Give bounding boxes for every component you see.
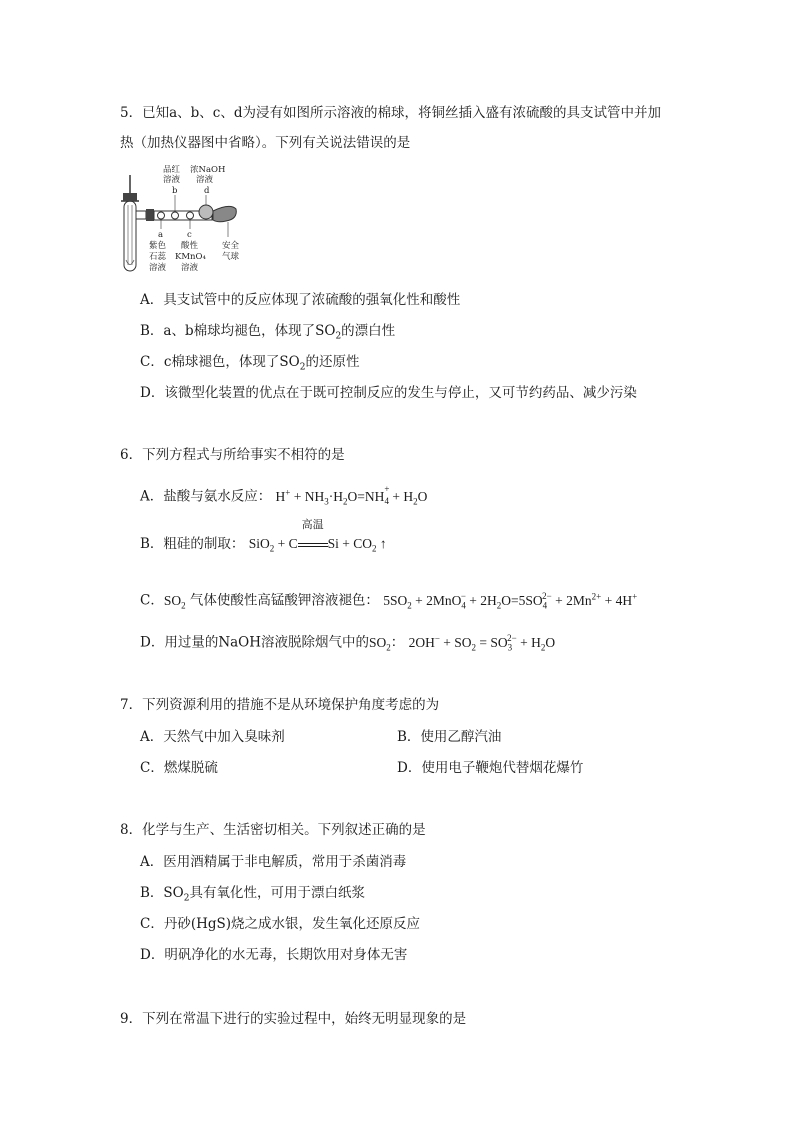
svg-text:KMnO₄: [175, 252, 206, 262]
equation-a: $H^+ + NH_3\cdot H_2O=NH_{+4} + H_2O$: [275, 484, 428, 507]
label-safe-1: 安全: [222, 241, 240, 251]
q5-option-b[interactable]: B．a、b棉球均褪色，体现了$SO_2$的漂白性: [140, 323, 396, 342]
question-6-stem: 6．下列方程式与所给事实不相符的是: [120, 447, 345, 463]
label-a-3: 溶液: [149, 263, 167, 273]
cotton-ball-b: [172, 212, 179, 219]
svg-text:酸性: [181, 240, 199, 251]
svg-text:浓NaOH: [190, 165, 225, 175]
label-b-top2: 溶液: [163, 175, 181, 185]
cotton-ball-c: [187, 212, 194, 219]
label-a-2: 石蕊: [149, 252, 167, 262]
q5-option-a[interactable]: A．具支试管中的反应体现了浓硫酸的强氧化性和酸性: [140, 292, 461, 308]
q6-option-a[interactable]: A．盐酸与氨水反应： $H^+ + NH_3\cdot H_2O=NH_{+4} + H_2O$: [140, 484, 428, 507]
equation-d: $2OH^- + SO_2 = SO_3^{2-} + H_2O$: [408, 633, 556, 653]
q5-option-c[interactable]: C．c棉球褪色，体现了$SO_2$的还原性: [140, 354, 360, 373]
label-c-1: 酸性: [181, 241, 199, 251]
q8-option-b[interactable]: B．$SO_2$具有氧化性，可用于漂白纸浆: [140, 885, 365, 904]
q6-option-c[interactable]: C．$SO_2$ 气体使酸性高锰酸钾溶液褪色： $5SO_2 + 2MnO_4^- + 2H_2O=5SO_4^{2-} + 2Mn^{2+} + 4H^+$: [140, 591, 638, 611]
q7-option-c[interactable]: C．燃煤脱硫: [140, 760, 218, 776]
q8-option-d[interactable]: D．明矾净化的水无毒，长期饮用对身体无害: [140, 947, 408, 963]
label-a: a: [158, 230, 164, 240]
label-d-top1: 浓NaOH: [190, 165, 226, 175]
q5-option-d[interactable]: D．该微型化装置的优点在于既可控制反应的发生与停止，又可节约药品、减少污染: [140, 385, 637, 401]
q5-stem-line1: 5．已知a、b、c、d为浸有如图所示溶液的棉球，将铜丝插入盛有浓硫酸的具支试管中并加: [120, 105, 661, 121]
svg-text:溶液: [149, 262, 167, 273]
label-a-1: 紫色: [149, 241, 167, 251]
svg-text:安全: [222, 240, 240, 251]
q7-option-d[interactable]: D．使用电子鞭炮代替烟花爆竹: [397, 760, 584, 776]
cotton-ball-d: [199, 205, 213, 219]
svg-text:c: [187, 230, 192, 240]
question-9-stem: 9．下列在常温下进行的实验过程中，始终无明显现象的是: [120, 1011, 467, 1027]
q5-stem-line2: 热（加热仪器图中省略）。下列有关说法错误的是: [120, 135, 411, 151]
svg-text:石蕊: [149, 251, 167, 262]
svg-text:b: [172, 186, 178, 196]
q6-option-d[interactable]: D．用过量的NaOH溶液脱除烟气中的$SO_2$： $2OH^- + SO_2 = SO_3^{2-} + H_2O$: [140, 633, 556, 653]
q8-option-a[interactable]: A．医用酒精属于非电解质，常用于杀菌消毒: [140, 854, 407, 870]
svg-text:溶液: [181, 262, 199, 273]
equation-c: $5SO_2 + 2MnO_4^- + 2H_2O=5SO_4^{2-} + 2Mn^{2+} + 4H^+$: [383, 591, 638, 611]
label-d: d: [204, 186, 210, 196]
question-5-stem: [120, 98, 690, 158]
svg-text:溶液: [196, 174, 214, 185]
question-8-stem: 8．化学与生产、生活密切相关。下列叙述正确的是: [120, 822, 426, 838]
svg-text:紫色: [149, 240, 167, 251]
cotton-ball-a: [158, 212, 165, 219]
q7-option-b[interactable]: B．使用乙醇汽油: [397, 729, 502, 745]
equation-b: SiO$_2$ + C 高温 $Si + CO_2$ ↑: [248, 519, 387, 554]
svg-text:溶液: [163, 174, 181, 185]
safety-balloon: [213, 206, 236, 221]
label-d-top2: 溶液: [196, 175, 214, 185]
question-7-stem: 7．下列资源利用的措施不是从环境保护角度考虑的为: [120, 697, 440, 713]
svg-text:d: [204, 186, 210, 196]
label-c: c: [187, 230, 192, 240]
label-b-top1: 品红: [163, 165, 181, 175]
label-c-2: KMnO₄: [175, 252, 206, 262]
svg-text:a: [158, 230, 163, 240]
q6-option-b[interactable]: B．粗硅的制取： SiO$_2$ + C 高温 $Si + CO_2$ ↑: [140, 519, 387, 554]
label-c-3: 溶液: [181, 263, 199, 273]
svg-text:品红: [163, 165, 181, 175]
svg-text:气球: [222, 251, 240, 262]
label-safe-2: 气球: [222, 252, 240, 262]
q7-option-a[interactable]: A．天然气中加入臭味剂: [140, 729, 285, 745]
apparatus-diagram: [118, 165, 248, 277]
label-b: b: [172, 186, 178, 196]
q8-option-c[interactable]: C．丹砂(HgS)烧之成水银，发生氧化还原反应: [140, 916, 421, 932]
